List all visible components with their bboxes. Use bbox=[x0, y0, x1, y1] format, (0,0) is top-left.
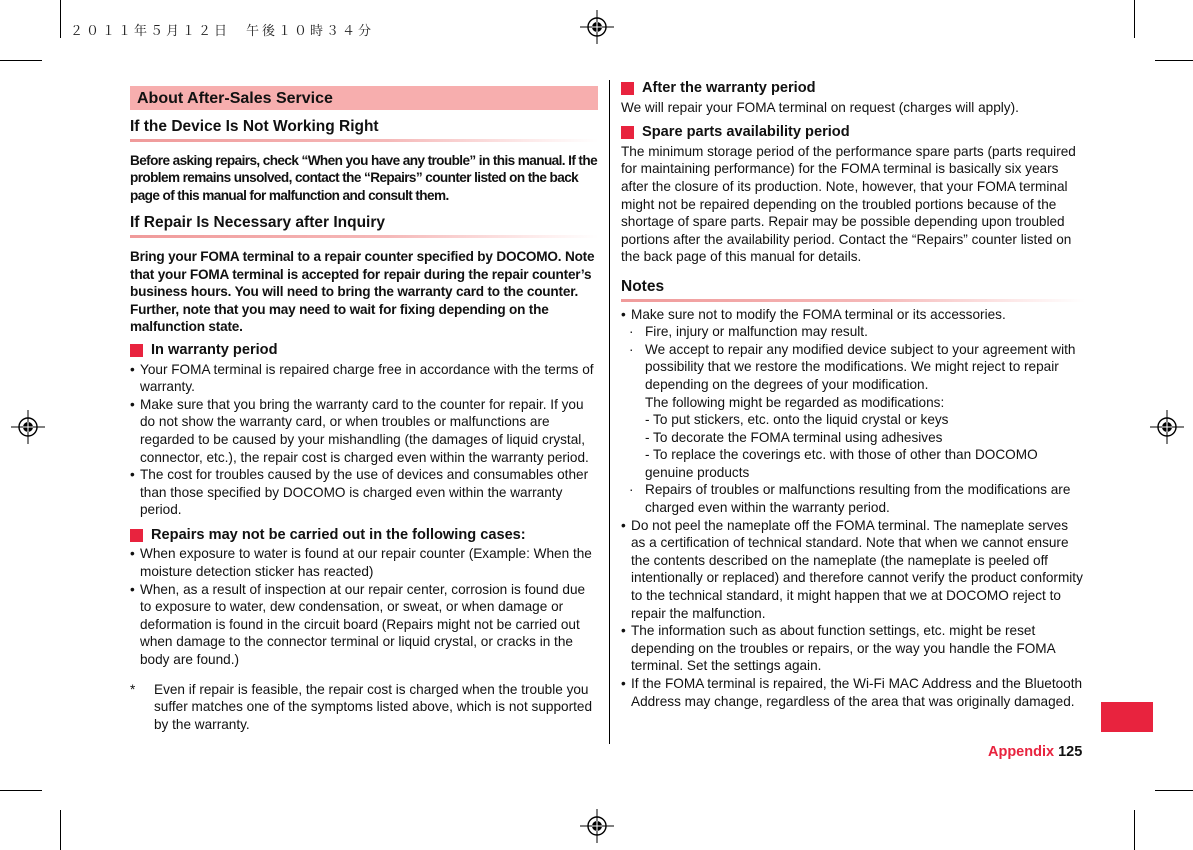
sub-list-continuation: - To replace the coverings etc. with those of other than DOCOMO genuine products bbox=[645, 447, 1038, 480]
section-banner: About After-Sales Service bbox=[130, 86, 598, 110]
heading-rule bbox=[130, 139, 598, 142]
asterisk-mark: * bbox=[130, 681, 136, 697]
heading-rule bbox=[130, 235, 598, 238]
column-divider bbox=[609, 80, 610, 744]
list-item: • The cost for troubles caused by the use of devices and consumables other than those specified by DOCOMO is charged even within the warranty period. bbox=[130, 466, 598, 519]
subheading-text: In warranty period bbox=[151, 341, 278, 358]
crop-mark bbox=[1134, 0, 1135, 38]
heading-rule bbox=[621, 299, 1085, 302]
heading-text: Notes bbox=[621, 277, 665, 295]
list-item: • Do not peel the nameplate off the FOMA terminal. The nameplate serves as a certification of technical standard. Note that when we cannot ensure the contents described on the nameplate (the nameplate is peeled off intentionally or replaced) and therefore cannot verify the product conformity to the technical standard, it might happen that we at DOCOMO reject to repair the malfunction. bbox=[621, 517, 1085, 623]
sub-list-continuation: - To put stickers, etc. onto the liquid crystal or keys bbox=[645, 412, 949, 428]
list-item: • Make sure that you bring the warranty card to the counter for repair. If you do not show the warranty card, or when troubles or malfunctions are regarded to be caused by your mishandling (the damages of liquid crystal, connector, etc.), the repair cost is charged even within the warranty period. bbox=[130, 396, 598, 466]
list-item: • Your FOMA terminal is repaired charge free in accordance with the terms of warranty. bbox=[130, 361, 598, 396]
crop-mark bbox=[0, 790, 42, 791]
footnote bbox=[130, 681, 598, 734]
sub-list-continuation: The following might be regarded as modifications: bbox=[645, 394, 945, 410]
paragraph-spare-parts: The minimum storage period of the performance spare parts (parts required for maintaining performance) for the FOMA terminal is basically six years after the closure of its production. Note, however, that your FOMA terminal might not be repaired depending on the troubled portions because of the shortage of spare parts. Repair may be possible depending upon troubled portions after the availability period. Contact the “Repairs” counter listed on the back page of this manual for details. bbox=[621, 143, 1076, 265]
list-item: • When, as a result of inspection at our repair center, corrosion is found due to exposure to water, dew condensation, or sweat, or when damage or deformation is found in the circuit board (Repairs might not be carried out when damage to the connector terminal or liquid crystal, or cracks in the body are found.) bbox=[130, 581, 598, 669]
crop-mark bbox=[1155, 790, 1193, 791]
paragraph-bring-terminal: Bring your FOMA terminal to a repair counter specified by DOCOMO. Note that your FOMA terminal is accepted for repair during the repair counter’s business hours. You will need to bring the warranty card to the counter. Further, note that you may need to wait for fixing depending on the malfunction state. bbox=[130, 248, 595, 335]
sub-list-text: Repairs of troubles or malfunctions resulting from the modifications are charged even within the warranty period. bbox=[645, 482, 1071, 516]
crop-mark bbox=[1155, 60, 1193, 61]
page-footer bbox=[988, 744, 1082, 760]
subheading-after-warranty bbox=[621, 80, 1085, 98]
page-number: 125 bbox=[1058, 744, 1083, 760]
crop-mark bbox=[1134, 810, 1135, 850]
subheading-in-warranty bbox=[130, 342, 598, 360]
square-bullet-icon bbox=[621, 82, 634, 95]
list-item: • When exposure to water is found at our repair counter (Example: When the moisture detection sticker has reacted) bbox=[130, 545, 598, 580]
right-column bbox=[621, 78, 1085, 710]
list-item: • Make sure not to modify the FOMA terminal or its accessories. bbox=[621, 306, 1085, 324]
subheading-text: After the warranty period bbox=[642, 80, 816, 96]
registration-mark-icon bbox=[580, 809, 614, 843]
sub-list-text: We accept to repair any modified device subject to your agreement with possibility that we restore the modifications. We might reject to repair depending on the degrees of your modification. bbox=[645, 341, 1076, 392]
heading-notes bbox=[621, 278, 1085, 306]
heading-text: If Repair Is Necessary after Inquiry bbox=[130, 214, 386, 232]
footnote-text: Even if repair is feasible, the repair cost is charged when the trouble you suffer matches one of the symptoms listed above, which is not supported by the warranty. bbox=[154, 681, 593, 732]
sub-list-text: Fire, injury or malfunction may result. bbox=[645, 324, 868, 340]
registration-mark-icon bbox=[1150, 410, 1184, 444]
registration-mark-icon bbox=[11, 410, 45, 444]
sub-list-item bbox=[621, 323, 1085, 341]
list-item: • The information such as about function settings, etc. might be reset depending on the troubles or repairs, or the way you handle the FOMA terminal. Set the settings again. bbox=[621, 622, 1085, 675]
crop-mark bbox=[0, 60, 42, 61]
square-bullet-icon bbox=[130, 344, 143, 357]
subheading-text: Spare parts availability period bbox=[642, 124, 850, 141]
sub-list-item bbox=[621, 481, 1085, 516]
square-bullet-icon bbox=[621, 126, 634, 139]
square-bullet-icon bbox=[130, 529, 143, 542]
dot-mark: · bbox=[629, 324, 634, 340]
left-column bbox=[130, 86, 598, 733]
crop-mark bbox=[60, 0, 61, 38]
sub-list-continuation: - To decorate the FOMA terminal using adhesives bbox=[645, 429, 943, 445]
print-timestamp: ２０１１年５月１２日 午後１０時３４分 bbox=[70, 24, 375, 39]
section-index-tab bbox=[1101, 702, 1153, 732]
paragraph-check-trouble: Before asking repairs, check “When you have any trouble” in this manual. If the problem remains unsolved, contact the “Repairs” counter listed on the back page of this manual for malfunction and consult them. bbox=[130, 152, 598, 203]
dot-mark: · bbox=[629, 341, 634, 357]
registration-mark-icon bbox=[580, 10, 614, 44]
heading-text: If the Device Is Not Working Right bbox=[130, 118, 379, 135]
sub-list-item bbox=[621, 341, 1085, 394]
subheading-text: Repairs may not be carried out in the following cases: bbox=[151, 526, 526, 543]
crop-mark bbox=[60, 810, 61, 850]
list-item: • If the FOMA terminal is repaired, the Wi-Fi MAC Address and the Bluetooth Address may change, regardless of the area that was originally damaged. bbox=[621, 675, 1085, 710]
heading-repair-necessary bbox=[130, 214, 598, 242]
footer-section-label: Appendix bbox=[988, 744, 1055, 760]
dot-mark: · bbox=[629, 482, 634, 498]
subheading-not-repaired bbox=[130, 527, 598, 545]
heading-not-working bbox=[130, 118, 598, 146]
paragraph-after-warranty: We will repair your FOMA terminal on request (charges will apply). bbox=[621, 99, 1019, 115]
subheading-spare-parts bbox=[621, 124, 1085, 142]
